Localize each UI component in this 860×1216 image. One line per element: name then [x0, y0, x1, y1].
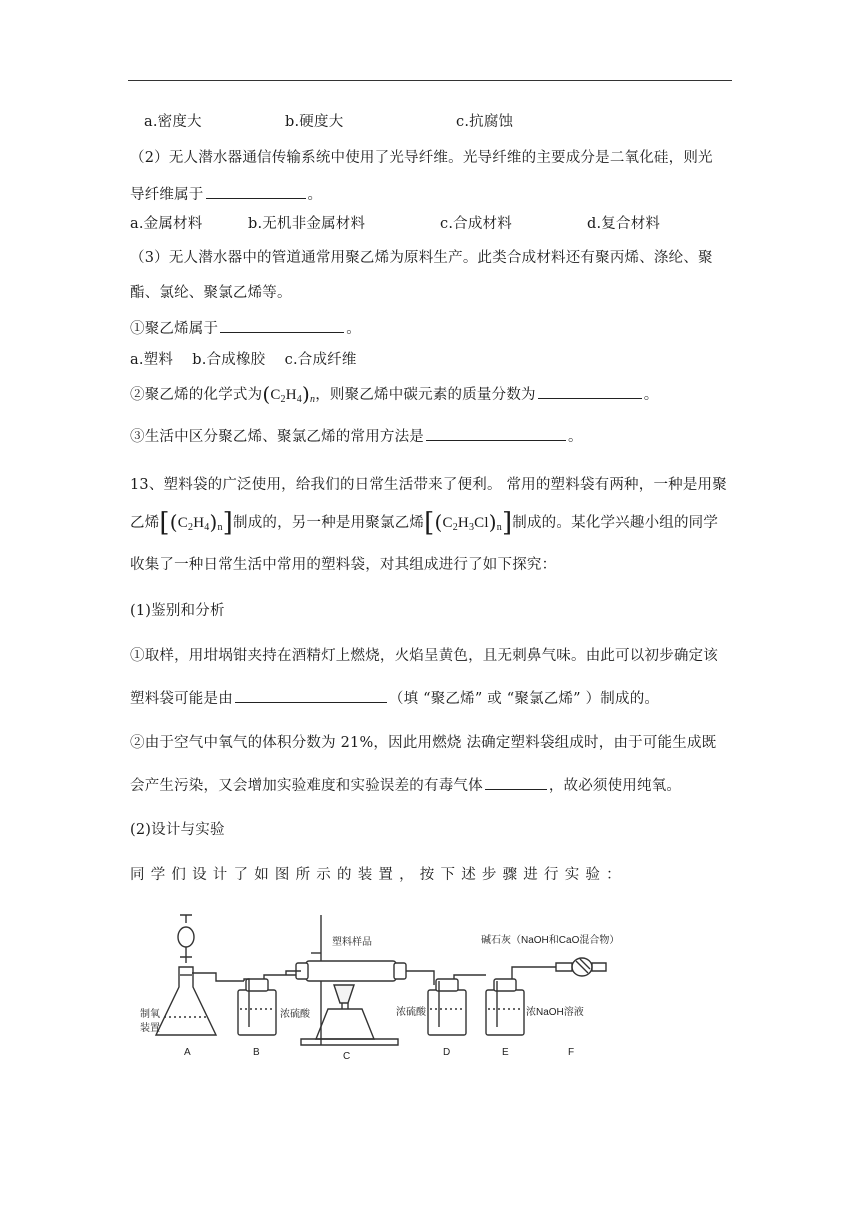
letter-c: C	[343, 1051, 351, 1062]
q3-sub2	[130, 383, 658, 405]
q3-sub1	[130, 317, 361, 339]
tube-c	[286, 915, 434, 1045]
drying-tube-f	[556, 958, 606, 976]
option-b: b.硬度大	[285, 114, 344, 130]
q13-line3: 收集了一种日常生活中常用的塑料袋，对其组成进行了如下探究：	[130, 557, 557, 573]
page-top-rule	[128, 80, 732, 81]
answer-blank-q3-2[interactable]	[538, 383, 642, 399]
label-acid-d: 浓硫酸	[396, 1007, 426, 1018]
q3-sub1-options: a.塑料 b.合成橡胶 c.合成纤维	[130, 352, 357, 368]
answer-blank-q2[interactable]	[206, 183, 306, 199]
p1-line1: ①取样，用坩埚钳夹持在酒精灯上燃烧，火焰呈黄色，且无刺鼻气味。由此可以初步确定该	[130, 648, 718, 664]
part2-title: (2)设计与实验	[130, 822, 225, 838]
q3-line1: （3）无人潜水器中的管道通常用聚乙烯为原料生产。此类合成材料还有聚丙烯、涤纶、聚	[130, 250, 713, 266]
formula-pe: $[(C_2H_4)_n]$	[159, 508, 233, 538]
bottle-d	[428, 975, 486, 1035]
label-soda-lime: 碱石灰（NaOH和CaO混合物）	[481, 935, 620, 946]
formula-pvc: $[(C_2H_3Cl)_n]$	[424, 508, 513, 538]
q2-line1: （2）无人潜水器通信传输系统中使用了光导纤维。光导纤维的主要成分是二氧化硅，则光	[130, 150, 713, 166]
q3-sub2-middle: ，则聚乙烯中碳元素的质量分数为	[315, 387, 536, 403]
p2-line1: ②由于空气中氧气的体积分数为 21%，因此用燃烧 法确定塑料袋组成时，由于可能生成既	[130, 735, 717, 751]
q2-line2-suffix: 。	[307, 187, 323, 203]
label-oxygen-2: 装置	[140, 1023, 160, 1034]
label-oxygen-1: 制氧	[140, 1009, 160, 1020]
flask-a	[156, 915, 244, 1035]
option-a: a.密度大	[144, 114, 202, 130]
option-c: c.抗腐蚀	[456, 114, 514, 130]
q3-line2: 酯、氯纶、聚氯乙烯等。	[130, 285, 292, 301]
label-acid-b: 浓硫酸	[280, 1009, 310, 1020]
formula-polyethylene: $(C_2H_4)_n$	[262, 382, 316, 406]
apparatus-figure	[136, 905, 636, 1085]
q2-option-b: b.无机非金属材料	[248, 216, 366, 232]
q3-sub2-suffix: 。	[643, 387, 659, 403]
letter-f: F	[568, 1047, 575, 1058]
q2-option-a: a.金属材料	[130, 216, 203, 232]
answer-blank-p1[interactable]	[235, 687, 387, 703]
p1-line2: 塑料袋可能是由 （填 “聚乙烯” 或 “聚氯乙烯” ）制成的。	[130, 687, 659, 709]
answer-blank-q3-3[interactable]	[426, 425, 566, 441]
part2-intro: 同学们设计了如图所示的装置，按下述步骤进行实验：	[130, 867, 627, 883]
q3-sub3	[130, 425, 583, 447]
bottle-e	[486, 967, 556, 1035]
letter-a: A	[184, 1047, 191, 1058]
q3-sub3-prefix: ③生活中区分聚乙烯、聚氯乙烯的常用方法是	[130, 429, 424, 445]
part1-title: (1)鉴别和分析	[130, 603, 225, 619]
q2-line2-prefix: 导纤维属于	[130, 187, 204, 203]
answer-blank-q3-1[interactable]	[220, 317, 344, 333]
letter-d: D	[443, 1047, 451, 1058]
answer-blank-p2[interactable]	[485, 774, 547, 790]
label-naoh: 浓NaOH溶液	[526, 1007, 584, 1018]
q3-sub1-prefix: ①聚乙烯属于	[130, 321, 219, 337]
q3-sub3-suffix: 。	[568, 429, 583, 445]
label-sample: 塑料样品	[332, 937, 372, 948]
q13-line2: 乙烯$[(C_2H_4)_n]$制成的，另一种是用聚氯乙烯$[(C_2H_3Cl)_n]$制成的。某化学兴趣小组的同学	[130, 508, 719, 538]
q3-sub2-prefix: ②聚乙烯的化学式为	[130, 387, 263, 403]
q2-line2	[130, 183, 322, 205]
p2-line2: 会产生污染，又会增加实验难度和实验误差的有毒气体 ，故必须使用纯氧。	[130, 774, 681, 796]
q3-sub1-suffix: 。	[346, 321, 361, 337]
letter-e: E	[502, 1047, 509, 1058]
bottle-b	[238, 975, 301, 1035]
q2-option-c: c.合成材料	[440, 216, 512, 232]
q2-option-d: d.复合材料	[587, 216, 661, 232]
letter-b: B	[253, 1047, 260, 1058]
q13-line1: 13、塑料袋的广泛使用，给我们的日常生活带来了便利。 常用的塑料袋有两种，一种是用聚	[130, 477, 727, 493]
